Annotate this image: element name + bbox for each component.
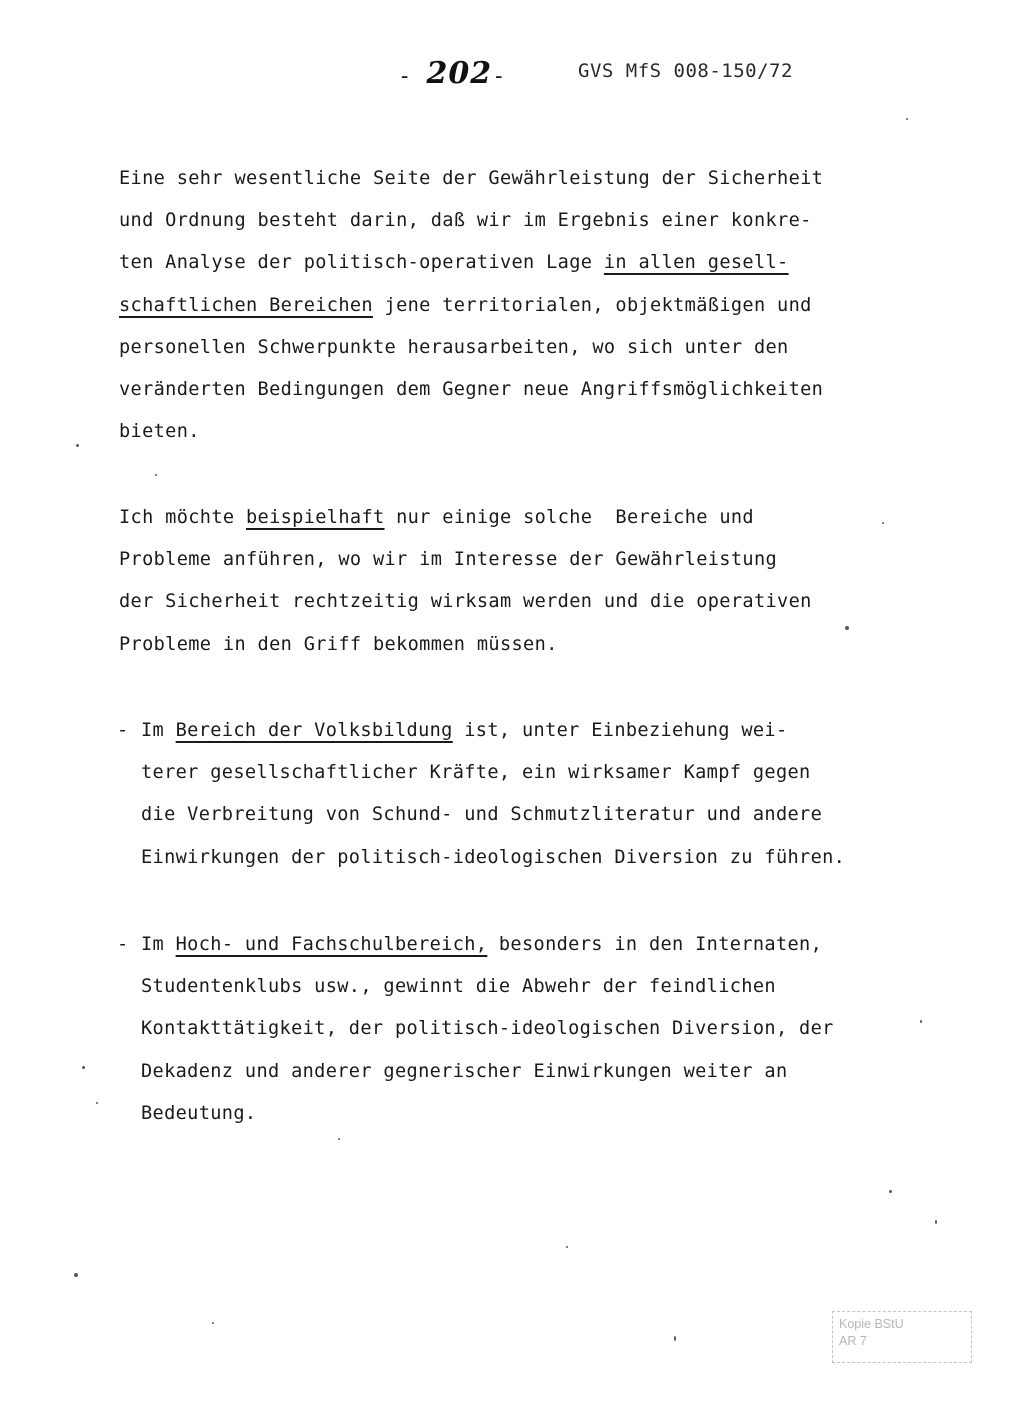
stamp-line-1: Kopie BStU	[839, 1317, 904, 1331]
page-number-prefix: -	[398, 64, 427, 89]
text-line: Einwirkungen der politisch-ideologischen Diversion zu führen.	[141, 846, 846, 868]
text-line: schaftlichen Bereichen jene territorialen, objektmäßigen und	[119, 294, 812, 316]
text-line: der Sicherheit rechtzeitig wirksam werden und die operativen	[119, 591, 812, 613]
page-number-suffix: -	[492, 64, 507, 89]
text-line: Im Bereich der Volksbildung ist, unter Einbeziehung wei-	[141, 720, 788, 741]
scan-speck	[882, 522, 884, 524]
page-header	[0, 52, 1024, 92]
text-line: Im Hoch- und Fachschulbereich, besonders in den Internaten,	[141, 934, 823, 955]
text-line: Bedeutung.	[141, 1102, 257, 1124]
scan-speck	[845, 626, 849, 630]
text-line: bieten.	[119, 421, 200, 443]
stamp-line-2: AR 7	[839, 1334, 867, 1348]
text-line: die Verbreitung von Schund- und Schmutzliteratur und andere	[141, 804, 823, 826]
scan-speck	[906, 118, 908, 120]
text-line: Studentenklubs usw., gewinnt die Abwehr der feindlichen	[141, 976, 776, 998]
scan-speck	[338, 1138, 340, 1140]
text-line: Ich möchte beispielhaft nur einige solche Bereiche und	[119, 507, 754, 528]
text-line: Eine sehr wesentliche Seite der Gewährleistung der Sicherheit	[119, 168, 824, 189]
scan-speck	[82, 1066, 85, 1069]
scan-speck	[674, 1336, 676, 1341]
underlined-phrase: Bereich der Volksbildung	[175, 720, 453, 741]
scan-speck	[889, 1190, 892, 1193]
underlined-phrase: schaftlichen Bereichen	[119, 294, 373, 316]
bullet-dash: -	[117, 934, 129, 955]
text-line: veränderten Bedingungen dem Gegner neue Angriffsmöglichkeiten	[119, 378, 824, 400]
paragraph-examples	[119, 497, 812, 666]
list-item-text	[141, 710, 845, 879]
text-line: ten Analyse der politisch-operativen Lage in allen gesell-	[119, 252, 789, 274]
text-line: und Ordnung besteht darin, daß wir im Ergebnis einer konkre-	[119, 210, 812, 232]
scan-speck	[566, 1246, 568, 1248]
archive-stamp	[832, 1311, 972, 1363]
scan-speck	[212, 1322, 214, 1324]
paragraph-security-order	[119, 158, 823, 453]
scan-speck	[920, 1020, 922, 1023]
page-number	[398, 56, 506, 91]
underlined-phrase: beispielhaft	[246, 507, 385, 528]
scan-speck	[935, 1220, 937, 1224]
page-number-handwritten: 202	[426, 56, 493, 91]
text-line: Probleme in den Griff bekommen müssen.	[119, 633, 558, 655]
text-line: Dekadenz und anderer gegnerischer Einwirkungen weiter an	[141, 1060, 788, 1082]
text-line: Probleme anführen, wo wir im Interesse der Gewährleistung	[119, 549, 778, 571]
scan-speck	[155, 474, 157, 476]
text-line: Kontakttätigkeit, der politisch-ideologischen Diversion, der	[141, 1018, 834, 1040]
document-reference: GVS MfS 008-150/72	[578, 60, 793, 82]
list-item-text	[141, 924, 834, 1135]
scan-speck	[76, 444, 79, 447]
scan-speck	[96, 1102, 98, 1104]
underlined-phrase: in allen gesell-	[603, 252, 789, 274]
scan-speck	[74, 1273, 78, 1277]
text-line: personellen Schwerpunkte herausarbeiten, wo sich unter den	[119, 336, 789, 358]
text-line: terer gesellschaftlicher Kräfte, ein wirksamer Kampf gegen	[141, 762, 811, 784]
bullet-dash: -	[117, 720, 129, 741]
underlined-phrase: Hoch- und Fachschulbereich,	[175, 934, 488, 955]
